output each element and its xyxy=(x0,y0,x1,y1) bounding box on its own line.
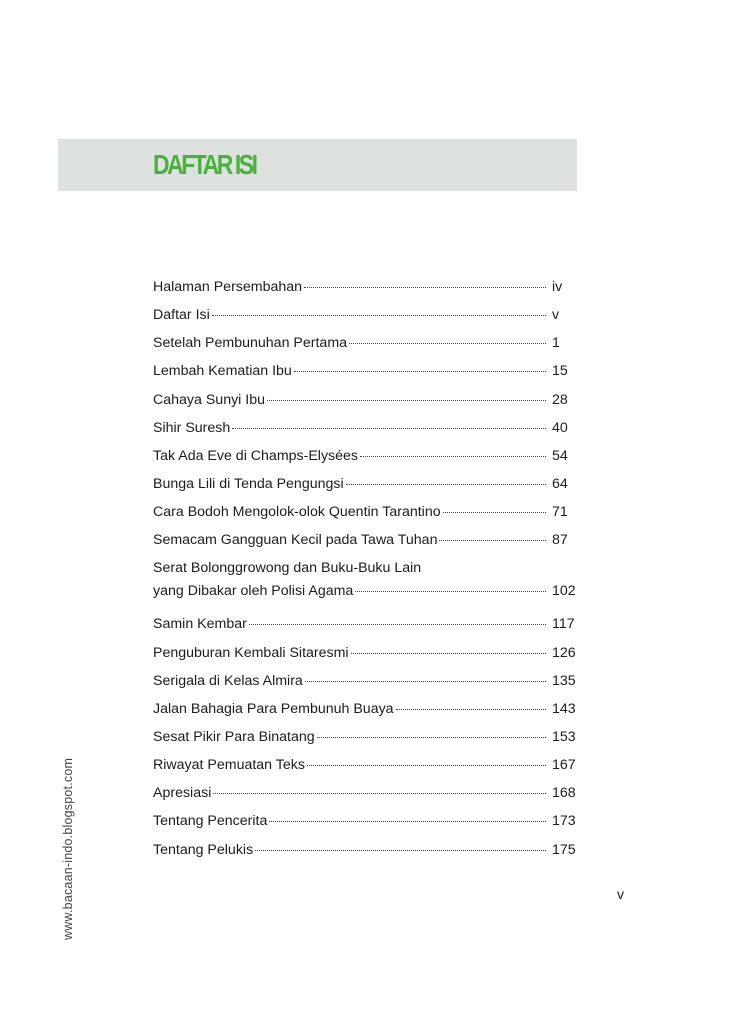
side-url-text: www.bacaan-indo.blogspot.com xyxy=(61,757,75,940)
toc-entry-title: Tentang Pencerita xyxy=(153,813,268,830)
toc-entry-title: Cahaya Sunyi Ibu xyxy=(153,391,265,408)
dot-leader xyxy=(439,540,546,541)
toc-page-number: 175 xyxy=(552,841,576,858)
toc-entry-title: Apresiasi xyxy=(153,785,212,802)
toc-entry xyxy=(153,698,576,726)
toc-entry-title-line-2: yang Dibakar oleh Polisi Agama xyxy=(153,583,354,600)
toc-page-number: 153 xyxy=(552,728,576,745)
toc-entry xyxy=(153,642,576,670)
toc-page-number: 126 xyxy=(552,644,576,661)
dot-leader xyxy=(351,653,546,654)
toc-page-number: 102 xyxy=(552,583,576,600)
toc-entry-title: Sesat Pikir Para Binatang xyxy=(153,728,315,745)
toc-entry xyxy=(153,389,576,417)
dot-leader xyxy=(232,428,546,429)
toc-page-number: 15 xyxy=(552,363,568,380)
toc-entry xyxy=(153,557,576,613)
toc-entry-title: Lembah Kematian Ibu xyxy=(153,363,292,380)
toc-page-number: 117 xyxy=(552,616,575,633)
toc-entry-title: Daftar Isi xyxy=(153,307,210,324)
header-band xyxy=(58,139,577,191)
toc-entry xyxy=(153,304,576,332)
toc-entry-title: Bunga Lili di Tenda Pengungsi xyxy=(153,475,344,492)
toc-entry-second-line xyxy=(153,580,576,613)
toc-entry xyxy=(153,360,576,388)
page-folio: v xyxy=(617,886,624,902)
toc-page-number: 64 xyxy=(552,475,568,492)
toc-entry xyxy=(153,754,576,782)
toc-entry xyxy=(153,276,576,304)
toc-entry xyxy=(153,445,576,473)
toc-entry-title: Tentang Pelukis xyxy=(153,841,254,858)
toc-page-number: 87 xyxy=(552,532,568,549)
toc-entry-title: Tak Ada Eve di Champs-Elysées xyxy=(153,447,359,464)
toc-page-number: 71 xyxy=(552,504,568,521)
toc-entry-title: Cara Bodoh Mengolok-olok Quentin Tarantino xyxy=(153,504,441,521)
dot-leader xyxy=(360,456,546,457)
toc-entry xyxy=(153,529,576,557)
toc-entry-title: Setelah Pembunuhan Pertama xyxy=(153,335,348,352)
toc-entry xyxy=(153,613,576,641)
dot-leader xyxy=(346,484,546,485)
dot-leader xyxy=(307,765,546,766)
dot-leader xyxy=(213,793,546,794)
dot-leader xyxy=(304,287,546,288)
toc-entry-title: Samin Kembar xyxy=(153,616,247,633)
toc-entry-title: Penguburan Kembali Sitaresmi xyxy=(153,644,349,661)
toc-entry-title: Sihir Suresh xyxy=(153,419,231,436)
toc-page-number: iv xyxy=(552,279,563,295)
toc-entry xyxy=(153,782,576,810)
toc-page-number: 40 xyxy=(552,419,568,436)
dot-leader xyxy=(349,343,546,344)
dot-leader xyxy=(396,709,546,710)
page-title: DAFTAR ISI xyxy=(153,149,256,180)
toc-page-number: 167 xyxy=(552,757,576,774)
toc-entry-title-line-1: Serat Bolonggrowong dan Buku-Buku Lain xyxy=(153,560,422,577)
dot-leader xyxy=(269,821,546,822)
toc-page-number: 168 xyxy=(552,785,576,802)
toc-entry xyxy=(153,501,576,529)
toc-entry xyxy=(153,670,576,698)
toc-page-number: 54 xyxy=(552,447,568,464)
dot-leader xyxy=(255,850,546,851)
toc-page-number: 1 xyxy=(552,335,560,352)
toc-page-number: 173 xyxy=(552,813,576,830)
dot-leader xyxy=(267,400,546,401)
toc-entry-title: Jalan Bahagia Para Pembunuh Buaya xyxy=(153,700,394,717)
dot-leader xyxy=(294,371,546,372)
table-of-contents xyxy=(153,276,576,867)
toc-entry xyxy=(153,417,576,445)
toc-page-number: 28 xyxy=(552,391,568,408)
dot-leader xyxy=(355,591,546,592)
toc-entry xyxy=(153,473,576,501)
dot-leader xyxy=(212,315,546,316)
toc-page-number: 143 xyxy=(552,700,576,717)
dot-leader xyxy=(305,681,546,682)
toc-entry xyxy=(153,332,576,360)
toc-entry-title: Semacam Gangguan Kecil pada Tawa Tuhan xyxy=(153,532,438,549)
toc-entry xyxy=(153,810,576,838)
toc-page-number: 135 xyxy=(552,672,576,689)
dot-leader xyxy=(443,512,546,513)
toc-entry-title: Riwayat Pemuatan Teks xyxy=(153,757,305,774)
toc-entry xyxy=(153,839,576,867)
toc-page-number: v xyxy=(552,307,560,324)
dot-leader xyxy=(249,624,546,625)
toc-entry xyxy=(153,726,576,754)
toc-entry-title: Halaman Persembahan xyxy=(153,279,303,295)
dot-leader xyxy=(317,737,546,738)
toc-entry-title: Serigala di Kelas Almira xyxy=(153,672,303,689)
